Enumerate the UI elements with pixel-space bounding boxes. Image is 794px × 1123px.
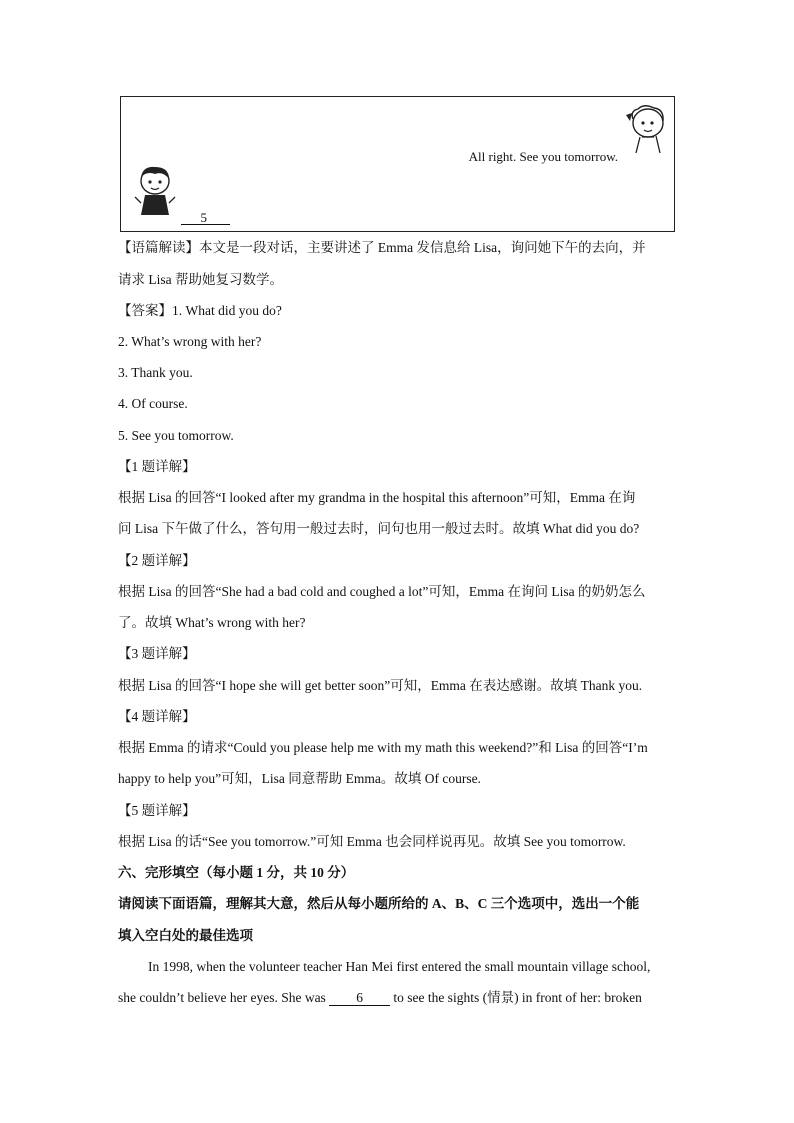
answer-3: 3. Thank you. bbox=[118, 365, 193, 380]
answer-heading: 【答案】1. What did you do? bbox=[118, 303, 282, 318]
q1-explanation-cont: 问 Lisa 下午做了什么，答句用一般过去时，问句也用一般过去时。故填 What did you do? bbox=[118, 521, 640, 536]
boy-cartoon-icon bbox=[133, 163, 177, 221]
q3-explanation: 根据 Lisa 的回答“I hope she will get better soon”可知，Emma 在表达感谢。故填 Thank you. bbox=[118, 678, 643, 693]
section-instructions-cont: 填入空白处的最佳选项 bbox=[118, 928, 253, 943]
answer-4: 4. Of course. bbox=[118, 396, 188, 411]
cloze-blank-6: 6 bbox=[329, 991, 390, 1006]
passage-interpretation: 【语篇解读】本文是一段对话，主要讲述了 Emma 发信息给 Lisa，询问她下午的去向，并 bbox=[118, 240, 646, 255]
q4-explanation: 根据 Emma 的请求“Could you please help me with my math this weekend?”和 Lisa 的回答“I’m bbox=[118, 740, 648, 755]
q2-explanation-cont: 了。故填 What’s wrong with her? bbox=[118, 615, 306, 630]
section-six-title: 六、完形填空（每小题 1 分，共 10 分） bbox=[118, 865, 355, 880]
cloze-passage-line-1: In 1998, when the volunteer teacher Han Mei first entered the small mountain village school, bbox=[148, 959, 651, 974]
dialog-box bbox=[120, 96, 675, 232]
passage-interpretation-cont: 请求 Lisa 帮助她复习数学。 bbox=[118, 272, 283, 287]
q4-explanation-cont: happy to help you”可知，Lisa 同意帮助 Emma。故填 Of course. bbox=[118, 771, 481, 786]
q1-heading: 【1 题详解】 bbox=[118, 459, 196, 474]
dialog-blank-5: 5 bbox=[181, 210, 230, 226]
q3-heading: 【3 题详解】 bbox=[118, 646, 196, 661]
q5-explanation: 根据 Lisa 的话“See you tomorrow.”可知 Emma 也会同样说再见。故填 See you tomorrow. bbox=[118, 834, 626, 849]
girl-cartoon-icon bbox=[624, 103, 668, 159]
answer-2: 2. What’s wrong with her? bbox=[118, 334, 262, 349]
q1-explanation: 根据 Lisa 的回答“I looked after my grandma in the hospital this afternoon”可知，Emma 在询 bbox=[118, 490, 636, 505]
dialog-line-right: All right. See you tomorrow. bbox=[468, 149, 618, 164]
q2-explanation: 根据 Lisa 的回答“She had a bad cold and coughed a lot”可知，Emma 在询问 Lisa 的奶奶怎么 bbox=[118, 584, 646, 599]
cloze-passage-line-2: she couldn’t believe her eyes. She was 6 to see the sights (情景) in front of her: broken bbox=[118, 990, 642, 1005]
q4-heading: 【4 题详解】 bbox=[118, 709, 196, 724]
q2-heading: 【2 题详解】 bbox=[118, 553, 196, 568]
section-instructions: 请阅读下面语篇，理解其大意，然后从每小题所给的 A、B、C 三个选项中，选出一个能 bbox=[118, 896, 640, 911]
answer-5: 5. See you tomorrow. bbox=[118, 428, 234, 443]
q5-heading: 【5 题详解】 bbox=[118, 803, 196, 818]
